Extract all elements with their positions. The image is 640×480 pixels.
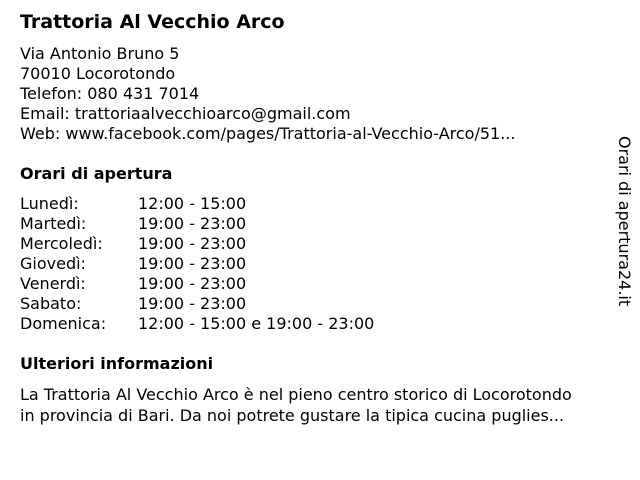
email-text: Email: trattoriaalvecchioarco@gmail.com (20, 104, 351, 123)
hours-value: 19:00 - 23:00 (138, 234, 247, 253)
opening-hours-heading: Orari di apertura (20, 164, 173, 183)
hours-value: 19:00 - 23:00 (138, 274, 247, 293)
day-label: Sabato: (20, 294, 82, 313)
hours-value: 12:00 - 15:00 e 19:00 - 23:00 (138, 314, 375, 333)
hours-value: 19:00 - 23:00 (138, 294, 247, 313)
further-info-text (20, 384, 630, 426)
description-line: La Trattoria Al Vecchio Arco è nel pieno centro storico di Locorotondo (20, 385, 572, 404)
description-line: in provincia di Bari. Da noi potrete gustare la tipica cucina puglies... (20, 406, 565, 425)
hours-value: 19:00 - 23:00 (138, 254, 247, 273)
hours-value: 12:00 - 15:00 (138, 194, 247, 213)
address-city: 70010 Locorotondo (20, 64, 176, 83)
address-street: Via Antonio Bruno 5 (20, 44, 180, 63)
day-label: Lunedì: (20, 194, 79, 213)
hours-value: 19:00 - 23:00 (138, 214, 247, 233)
contact-block (20, 44, 515, 144)
day-label: Venerdì: (20, 274, 86, 293)
brand-watermark: Orari di apertura24.it (615, 136, 634, 307)
day-label: Giovedì: (20, 254, 86, 273)
website-text: Web: www.facebook.com/pages/Trattoria-al-Vecchio-Arco/51... (20, 124, 516, 143)
phone-text: Telefon: 080 431 7014 (20, 84, 200, 103)
day-label: Martedì: (20, 214, 87, 233)
restaurant-name: Trattoria Al Vecchio Arco (20, 11, 285, 33)
day-label: Domenica: (20, 314, 107, 333)
further-info-heading: Ulteriori informazioni (20, 354, 214, 373)
day-label: Mercoledì: (20, 234, 103, 253)
